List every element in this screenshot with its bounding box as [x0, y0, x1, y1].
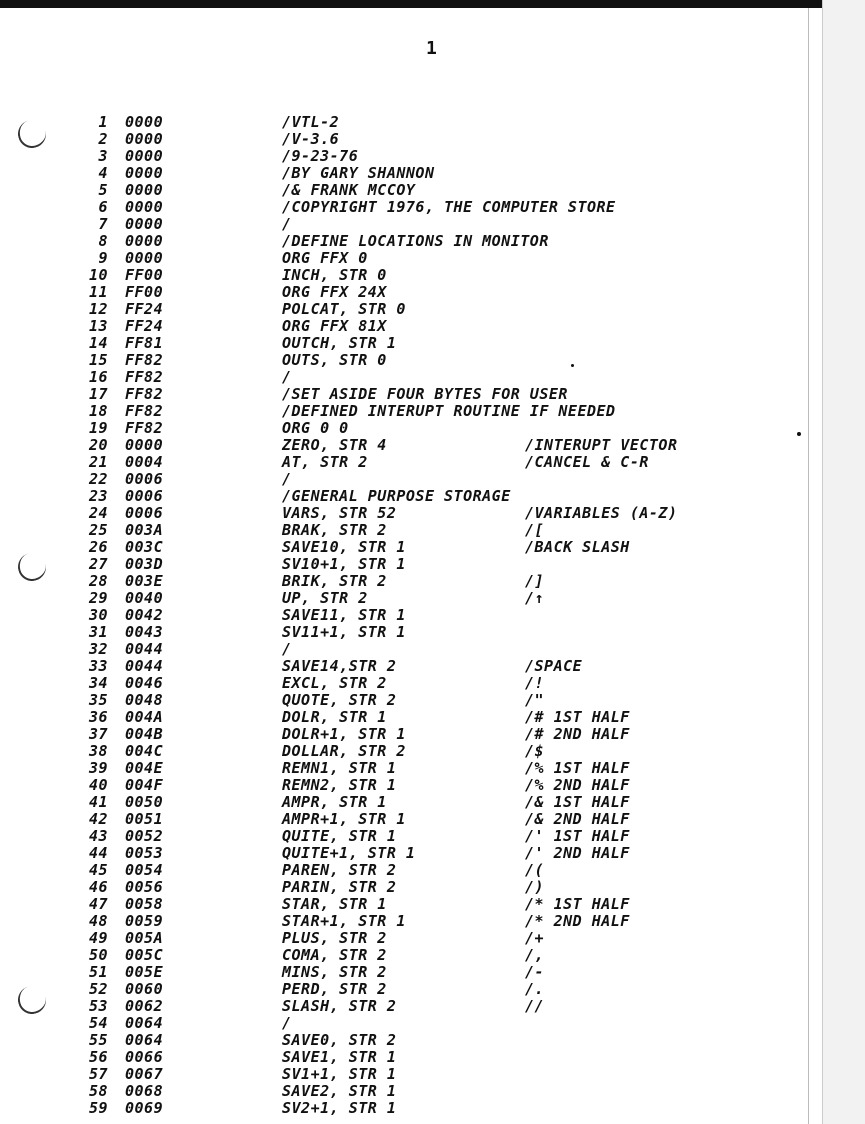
source-code: SAVE2, STR 1	[282, 1082, 397, 1100]
source-code: SAVE0, STR 2	[282, 1031, 397, 1049]
comment: /(	[525, 861, 545, 879]
line-number: 59	[88, 1099, 108, 1117]
address: FF82	[125, 368, 164, 386]
comment: /VARIABLES (A-Z)	[525, 504, 678, 522]
source-code: SAVE14,STR 2	[282, 657, 397, 675]
line-number: 44	[88, 844, 108, 862]
address: 0054	[125, 861, 164, 879]
source-code: SAVE1, STR 1	[282, 1048, 397, 1066]
source-code: ORG FFX 24X	[282, 283, 387, 301]
listing-row	[0, 505, 808, 522]
listing-row	[0, 658, 808, 675]
source-code: SAVE11, STR 1	[282, 606, 406, 624]
listing-row	[0, 539, 808, 556]
listing-row	[0, 233, 808, 250]
listing-row	[0, 250, 808, 267]
listing-row	[0, 743, 808, 760]
line-number: 25	[88, 521, 108, 539]
source-code: DOLR, STR 1	[282, 708, 387, 726]
address: 0006	[125, 470, 164, 488]
line-number: 31	[88, 623, 108, 641]
source-code: BRIK, STR 2	[282, 572, 387, 590]
line-number: 19	[88, 419, 108, 437]
listing-row	[0, 386, 808, 403]
address: 0051	[125, 810, 164, 828]
line-number: 13	[88, 317, 108, 335]
listing-row	[0, 1032, 808, 1049]
source-code: SAVE10, STR 1	[282, 538, 406, 556]
line-number: 17	[88, 385, 108, 403]
line-number: 41	[88, 793, 108, 811]
line-number: 20	[88, 436, 108, 454]
line-number: 56	[88, 1048, 108, 1066]
line-number: 53	[88, 997, 108, 1015]
comment: /% 2ND HALF	[525, 776, 630, 794]
source-code: ORG FFX 0	[282, 249, 368, 267]
scan-margin	[822, 0, 865, 1124]
comment: /* 1ST HALF	[525, 895, 630, 913]
comment: /& 1ST HALF	[525, 793, 630, 811]
comment: //	[525, 997, 545, 1015]
source-code: SV10+1, STR 1	[282, 555, 406, 573]
source-code: /	[282, 470, 292, 488]
comment: /,	[525, 946, 545, 964]
line-number: 10	[88, 266, 108, 284]
line-number: 33	[88, 657, 108, 675]
source-code: STAR+1, STR 1	[282, 912, 406, 930]
listing-row	[0, 182, 808, 199]
listing-row	[0, 352, 808, 369]
line-number: 42	[88, 810, 108, 828]
comment: /-	[525, 963, 545, 981]
line-number: 6	[98, 198, 108, 216]
source-code: SLASH, STR 2	[282, 997, 397, 1015]
source-code: /V-3.6	[282, 130, 340, 148]
address: 0066	[125, 1048, 164, 1066]
address: FF82	[125, 402, 164, 420]
source-code: OUTCH, STR 1	[282, 334, 397, 352]
address: 0000	[125, 147, 164, 165]
source-code: DOLLAR, STR 2	[282, 742, 406, 760]
line-number: 34	[88, 674, 108, 692]
source-code: EXCL, STR 2	[282, 674, 387, 692]
address: 0069	[125, 1099, 164, 1117]
line-number: 16	[88, 368, 108, 386]
listing-row	[0, 522, 808, 539]
source-code: QUITE+1, STR 1	[282, 844, 416, 862]
listing-row	[0, 114, 808, 131]
comment: /& 2ND HALF	[525, 810, 630, 828]
line-number: 24	[88, 504, 108, 522]
listing-row	[0, 369, 808, 386]
listing-row	[0, 811, 808, 828]
comment: /.	[525, 980, 545, 998]
line-number: 18	[88, 402, 108, 420]
comment: /$	[525, 742, 545, 760]
line-number: 28	[88, 572, 108, 590]
address: 0064	[125, 1014, 164, 1032]
comment: /CANCEL & C-R	[525, 453, 649, 471]
source-code: COMA, STR 2	[282, 946, 387, 964]
address: 0040	[125, 589, 164, 607]
address: 004A	[125, 708, 164, 726]
address: 0000	[125, 215, 164, 233]
address: 0000	[125, 249, 164, 267]
listing-row	[0, 947, 808, 964]
comment: /' 1ST HALF	[525, 827, 630, 845]
listing-row	[0, 862, 808, 879]
listing-row	[0, 794, 808, 811]
listing-row	[0, 777, 808, 794]
line-number: 30	[88, 606, 108, 624]
address: 0044	[125, 640, 164, 658]
page-right-edge	[808, 8, 809, 1124]
line-number: 58	[88, 1082, 108, 1100]
assembly-listing	[0, 114, 808, 1117]
listing-row	[0, 981, 808, 998]
source-code: /9-23-76	[282, 147, 359, 165]
listing-row	[0, 471, 808, 488]
address: 0006	[125, 487, 164, 505]
listing-row	[0, 148, 808, 165]
listing-row	[0, 556, 808, 573]
source-code: UP, STR 2	[282, 589, 368, 607]
address: 0064	[125, 1031, 164, 1049]
address: FF24	[125, 317, 164, 335]
line-number: 12	[88, 300, 108, 318]
source-code: ORG 0 0	[282, 419, 349, 437]
source-code: AMPR, STR 1	[282, 793, 387, 811]
address: 003D	[125, 555, 164, 573]
address: 004F	[125, 776, 164, 794]
address: 0062	[125, 997, 164, 1015]
listing-row	[0, 845, 808, 862]
comment: /)	[525, 878, 545, 896]
address: 003C	[125, 538, 164, 556]
source-code: /DEFINE LOCATIONS IN MONITOR	[282, 232, 549, 250]
listing-row	[0, 913, 808, 930]
listing-row	[0, 896, 808, 913]
address: 0004	[125, 453, 164, 471]
line-number: 36	[88, 708, 108, 726]
line-number: 21	[88, 453, 108, 471]
source-code: PERD, STR 2	[282, 980, 387, 998]
address: 0059	[125, 912, 164, 930]
line-number: 45	[88, 861, 108, 879]
address: 005C	[125, 946, 164, 964]
line-number: 39	[88, 759, 108, 777]
listing-row	[0, 1066, 808, 1083]
comment: /"	[525, 691, 545, 709]
line-number: 35	[88, 691, 108, 709]
listing-row	[0, 590, 808, 607]
source-code: /GENERAL PURPOSE STORAGE	[282, 487, 511, 505]
address: 0052	[125, 827, 164, 845]
source-code: /DEFINED INTERUPT ROUTINE IF NEEDED	[282, 402, 616, 420]
listing-row	[0, 301, 808, 318]
source-code: STAR, STR 1	[282, 895, 387, 913]
line-number: 40	[88, 776, 108, 794]
line-number: 46	[88, 878, 108, 896]
comment: /% 1ST HALF	[525, 759, 630, 777]
line-number: 50	[88, 946, 108, 964]
source-code: /	[282, 368, 292, 386]
address: FF00	[125, 266, 164, 284]
line-number: 38	[88, 742, 108, 760]
comment: /SPACE	[525, 657, 583, 675]
line-number: 54	[88, 1014, 108, 1032]
source-code: POLCAT, STR 0	[282, 300, 406, 318]
line-number: 49	[88, 929, 108, 947]
line-number: 8	[98, 232, 108, 250]
line-number: 57	[88, 1065, 108, 1083]
address: 0046	[125, 674, 164, 692]
listing-row	[0, 998, 808, 1015]
line-number: 51	[88, 963, 108, 981]
address: FF82	[125, 385, 164, 403]
address: FF82	[125, 351, 164, 369]
source-code: AT, STR 2	[282, 453, 368, 471]
comment: /* 2ND HALF	[525, 912, 630, 930]
address: 0053	[125, 844, 164, 862]
source-code: /	[282, 215, 292, 233]
source-code: /& FRANK MCCOY	[282, 181, 416, 199]
comment: /INTERUPT VECTOR	[525, 436, 678, 454]
address: FF00	[125, 283, 164, 301]
address: 0048	[125, 691, 164, 709]
line-number: 43	[88, 827, 108, 845]
line-number: 1	[98, 113, 108, 131]
listing-row	[0, 879, 808, 896]
source-code: DOLR+1, STR 1	[282, 725, 406, 743]
source-code: /	[282, 640, 292, 658]
address: 0000	[125, 181, 164, 199]
listing-row	[0, 420, 808, 437]
address: 003A	[125, 521, 164, 539]
address: 004B	[125, 725, 164, 743]
line-number: 3	[98, 147, 108, 165]
address: 004E	[125, 759, 164, 777]
comment: /!	[525, 674, 545, 692]
line-number: 15	[88, 351, 108, 369]
listing-row	[0, 318, 808, 335]
address: 005E	[125, 963, 164, 981]
listing-row	[0, 1100, 808, 1117]
line-number: 48	[88, 912, 108, 930]
address: 0043	[125, 623, 164, 641]
address: 0060	[125, 980, 164, 998]
address: 0000	[125, 113, 164, 131]
listing-row	[0, 930, 808, 947]
listing-row	[0, 726, 808, 743]
address: 003E	[125, 572, 164, 590]
line-number: 7	[98, 215, 108, 233]
listing-row	[0, 454, 808, 471]
listing-row	[0, 964, 808, 981]
source-code: ZERO, STR 4	[282, 436, 387, 454]
source-code: OUTS, STR 0	[282, 351, 387, 369]
line-number: 11	[88, 283, 108, 301]
listing-row	[0, 709, 808, 726]
listing-row	[0, 267, 808, 284]
listing-row	[0, 1049, 808, 1066]
address: FF81	[125, 334, 164, 352]
address: 0042	[125, 606, 164, 624]
comment: /+	[525, 929, 545, 947]
listing-row	[0, 199, 808, 216]
source-code: /	[282, 1014, 292, 1032]
source-code: QUOTE, STR 2	[282, 691, 397, 709]
line-number: 5	[98, 181, 108, 199]
listing-row	[0, 692, 808, 709]
address: 0067	[125, 1065, 164, 1083]
source-code: /VTL-2	[282, 113, 340, 131]
listing-row	[0, 403, 808, 420]
source-code: SV1+1, STR 1	[282, 1065, 397, 1083]
address: FF82	[125, 419, 164, 437]
line-number: 14	[88, 334, 108, 352]
address: 0006	[125, 504, 164, 522]
line-number: 23	[88, 487, 108, 505]
listing-row	[0, 488, 808, 505]
address: 0000	[125, 198, 164, 216]
source-code: AMPR+1, STR 1	[282, 810, 406, 828]
source-code: ORG FFX 81X	[282, 317, 387, 335]
line-number: 32	[88, 640, 108, 658]
source-code: /COPYRIGHT 1976, THE COMPUTER STORE	[282, 198, 616, 216]
comment: /BACK SLASH	[525, 538, 630, 556]
listing-row	[0, 437, 808, 454]
source-code: MINS, STR 2	[282, 963, 387, 981]
line-number: 27	[88, 555, 108, 573]
address: 005A	[125, 929, 164, 947]
comment: /]	[525, 572, 545, 590]
line-number: 26	[88, 538, 108, 556]
listing-row	[0, 607, 808, 624]
listing-row	[0, 284, 808, 301]
page-number: 1	[426, 38, 437, 59]
line-number: 29	[88, 589, 108, 607]
comment: /' 2ND HALF	[525, 844, 630, 862]
address: 004C	[125, 742, 164, 760]
source-code: PAREN, STR 2	[282, 861, 397, 879]
listing-row	[0, 573, 808, 590]
listing-row	[0, 165, 808, 182]
address: 0000	[125, 130, 164, 148]
listing-row	[0, 1083, 808, 1100]
line-number: 4	[98, 164, 108, 182]
page-top-border	[0, 0, 822, 8]
source-code: PARIN, STR 2	[282, 878, 397, 896]
source-code: /BY GARY SHANNON	[282, 164, 435, 182]
comment: /[	[525, 521, 545, 539]
source-code: REMN2, STR 1	[282, 776, 397, 794]
address: 0000	[125, 436, 164, 454]
listing-row	[0, 131, 808, 148]
listing-row	[0, 335, 808, 352]
source-code: INCH, STR 0	[282, 266, 387, 284]
address: 0000	[125, 164, 164, 182]
listing-row	[0, 760, 808, 777]
line-number: 55	[88, 1031, 108, 1049]
comment: /↑	[525, 589, 545, 607]
line-number: 47	[88, 895, 108, 913]
listing-row	[0, 624, 808, 641]
listing-row	[0, 828, 808, 845]
address: 0044	[125, 657, 164, 675]
listing-row	[0, 1015, 808, 1032]
source-code: VARS, STR 52	[282, 504, 397, 522]
address: 0068	[125, 1082, 164, 1100]
address: FF24	[125, 300, 164, 318]
line-number: 22	[88, 470, 108, 488]
source-code: PLUS, STR 2	[282, 929, 387, 947]
source-code: SV11+1, STR 1	[282, 623, 406, 641]
address: 0000	[125, 232, 164, 250]
source-code: BRAK, STR 2	[282, 521, 387, 539]
source-code: QUITE, STR 1	[282, 827, 397, 845]
comment: /# 1ST HALF	[525, 708, 630, 726]
address: 0050	[125, 793, 164, 811]
source-code: REMN1, STR 1	[282, 759, 397, 777]
address: 0058	[125, 895, 164, 913]
line-number: 9	[98, 249, 108, 267]
line-number: 52	[88, 980, 108, 998]
address: 0056	[125, 878, 164, 896]
comment: /# 2ND HALF	[525, 725, 630, 743]
listing-row	[0, 216, 808, 233]
source-code: /SET ASIDE FOUR BYTES FOR USER	[282, 385, 568, 403]
line-number: 2	[98, 130, 108, 148]
source-code: SV2+1, STR 1	[282, 1099, 397, 1117]
listing-row	[0, 675, 808, 692]
line-number: 37	[88, 725, 108, 743]
listing-row	[0, 641, 808, 658]
